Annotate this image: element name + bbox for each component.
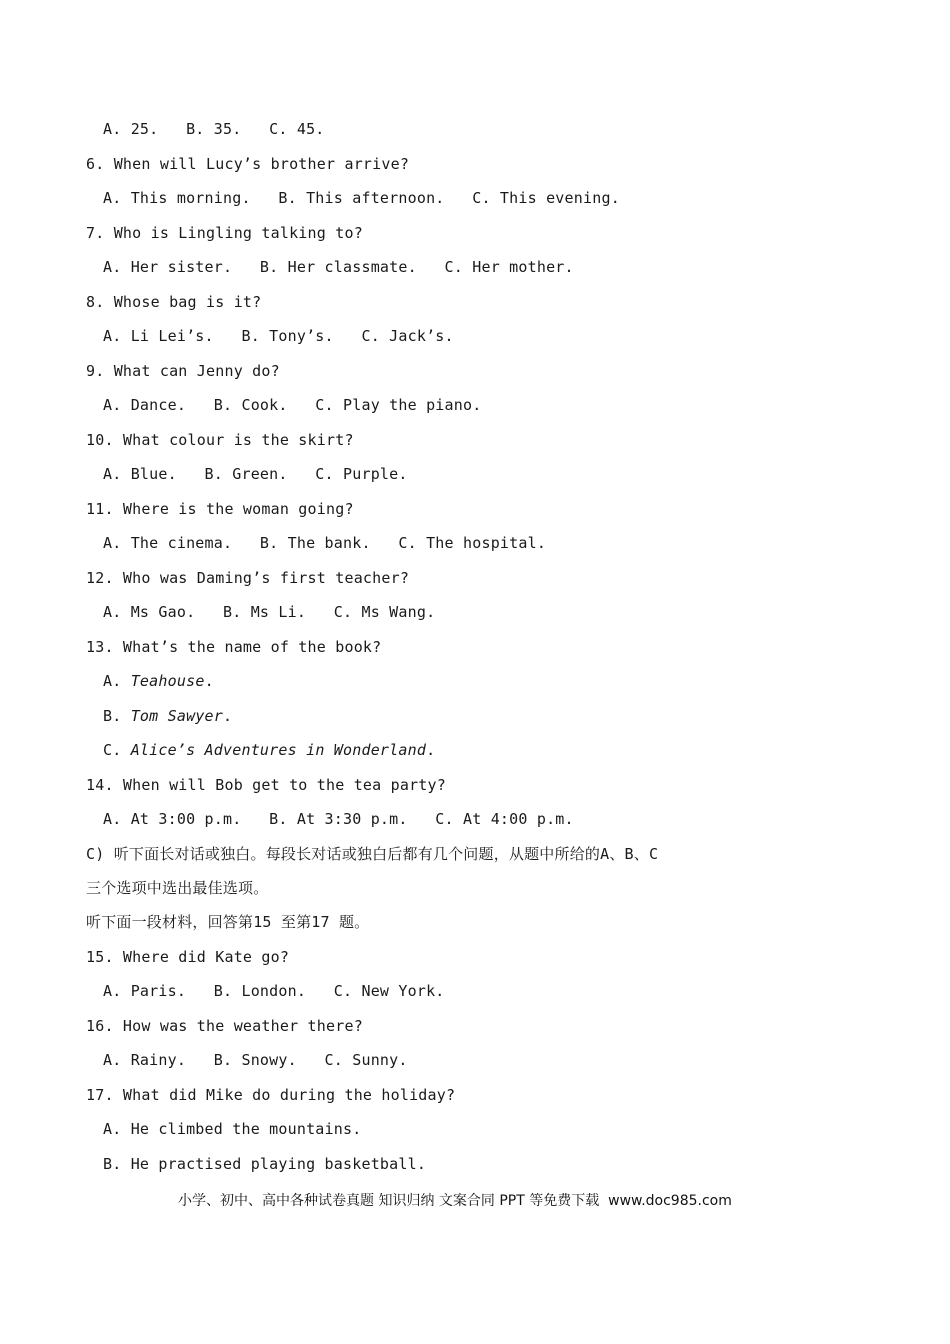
book-title: Teahouse — [130, 672, 205, 690]
answer-options: A. 25. B. 35. C. 45. — [103, 120, 325, 138]
option-letter: B. — [103, 707, 131, 725]
answer-options: B. He practised playing basketball. — [103, 1155, 427, 1173]
option-letter: C. — [103, 741, 131, 759]
option-tail: . — [223, 707, 233, 725]
question-text: 8. Whose bag is it? — [86, 293, 262, 311]
answer-options: A. Paris. B. London. C. New York. — [103, 982, 445, 1000]
question-text: 16. How was the weather there? — [86, 1017, 363, 1035]
question-text: 9. What can Jenny do? — [86, 362, 280, 380]
page-footer: 小学、初中、高中各种试卷真题 知识归纳 文案合同 PPT 等免费下载 www.doc985.com — [178, 1193, 732, 1209]
question-text: 10. What colour is the skirt? — [86, 431, 354, 449]
book-title: Alice’s Adventures in Wonderland — [130, 741, 427, 759]
answer-options: A. This morning. B. This afternoon. C. This evening. — [103, 189, 620, 207]
question-text: 听下面一段材料，回答第15 至第17 题。 — [86, 913, 370, 931]
answer-options: A. Li Lei’s. B. Tony’s. C. Jack’s. — [103, 327, 454, 345]
answer-options: A. Dance. B. Cook. C. Play the piano. — [103, 396, 482, 414]
question-text: C) 听下面长对话或独白。每段长对话或独白后都有几个问题，从题中所给的A、B、C — [86, 845, 659, 863]
question-text: 6. When will Lucy’s brother arrive? — [86, 155, 410, 173]
answer-options: A. Rainy. B. Snowy. C. Sunny. — [103, 1051, 408, 1069]
question-text: 7. Who is Lingling talking to? — [86, 224, 363, 242]
book-title: Tom Sawyer — [130, 707, 224, 725]
answer-option — [103, 706, 232, 726]
option-tail: . — [426, 741, 436, 759]
answer-option — [103, 740, 435, 760]
answer-options: A. Ms Gao. B. Ms Li. C. Ms Wang. — [103, 603, 436, 621]
option-letter: A. — [103, 672, 131, 690]
answer-options: A. He climbed the mountains. — [103, 1120, 362, 1138]
question-text: 17. What did Mike do during the holiday? — [86, 1086, 456, 1104]
question-text: 15. Where did Kate go? — [86, 948, 290, 966]
answer-options: A. Blue. B. Green. C. Purple. — [103, 465, 408, 483]
question-text: 14. When will Bob get to the tea party? — [86, 776, 446, 794]
answer-options: A. Her sister. B. Her classmate. C. Her mother. — [103, 258, 574, 276]
question-text: 三个选项中选出最佳选项。 — [86, 879, 269, 897]
question-text: 13. What’s the name of the book? — [86, 638, 382, 656]
question-text: 11. Where is the woman going? — [86, 500, 354, 518]
answer-options: A. At 3:00 p.m. B. At 3:30 p.m. C. At 4:00 p.m. — [103, 810, 574, 828]
answer-option — [103, 671, 214, 691]
question-text: 12. Who was Daming’s first teacher? — [86, 569, 410, 587]
option-tail: . — [204, 672, 214, 690]
answer-options: A. The cinema. B. The bank. C. The hospital. — [103, 534, 547, 552]
